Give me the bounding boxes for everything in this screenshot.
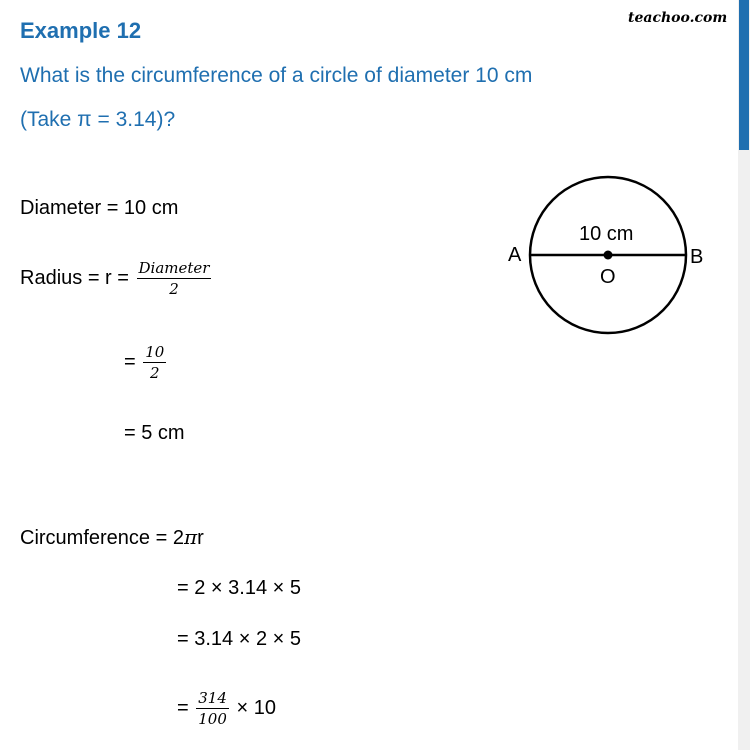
circumference-step-2: = 3.14 × 2 × 5 (177, 628, 301, 650)
circle-diagram (495, 170, 725, 340)
diameter-label: 10 cm (579, 223, 634, 245)
radius-line (20, 258, 213, 299)
circumference-prefix: Circumference = 2 (20, 527, 184, 549)
radius-fraction (137, 258, 212, 299)
equals-sign: = (124, 350, 136, 373)
diameter-line: Diameter = 10 cm (20, 197, 179, 219)
multiply-suffix: × 10 (236, 696, 276, 719)
circumference-step-1: = 2 × 3.14 × 5 (177, 577, 301, 599)
radius-step-2: = 5 cm (124, 422, 185, 444)
equals-sign: = (177, 696, 189, 719)
radius-step-1-fraction (143, 342, 166, 383)
point-a-label: A (508, 244, 522, 266)
fraction-denominator: 100 (198, 710, 227, 728)
circumference-step-3 (177, 688, 276, 729)
fraction-numerator: 314 (198, 689, 227, 707)
fraction-denominator: 2 (150, 364, 160, 382)
center-point (604, 251, 613, 260)
scrollbar[interactable] (738, 0, 750, 750)
scrollbar-thumb[interactable] (739, 0, 749, 150)
radius-symbol: r (197, 527, 204, 549)
radius-step-1 (124, 342, 168, 383)
center-o-label: O (600, 266, 616, 288)
question-line-1: What is the circumference of a circle of diameter 10 cm (20, 64, 533, 87)
brand-logo: teachoo.com (628, 10, 728, 26)
point-b-label: B (690, 246, 704, 268)
circumference-line (20, 525, 204, 550)
circumference-step-3-fraction (196, 688, 229, 729)
question-line-2: (Take π = 3.14)? (20, 108, 176, 131)
radius-fraction-numerator: Diameter (138, 259, 210, 277)
radius-fraction-denominator: 2 (169, 280, 179, 298)
radius-prefix: Radius = r = (20, 266, 129, 289)
example-title: Example 12 (20, 18, 142, 43)
pi-symbol: π (183, 525, 198, 549)
fraction-numerator: 10 (145, 343, 165, 361)
